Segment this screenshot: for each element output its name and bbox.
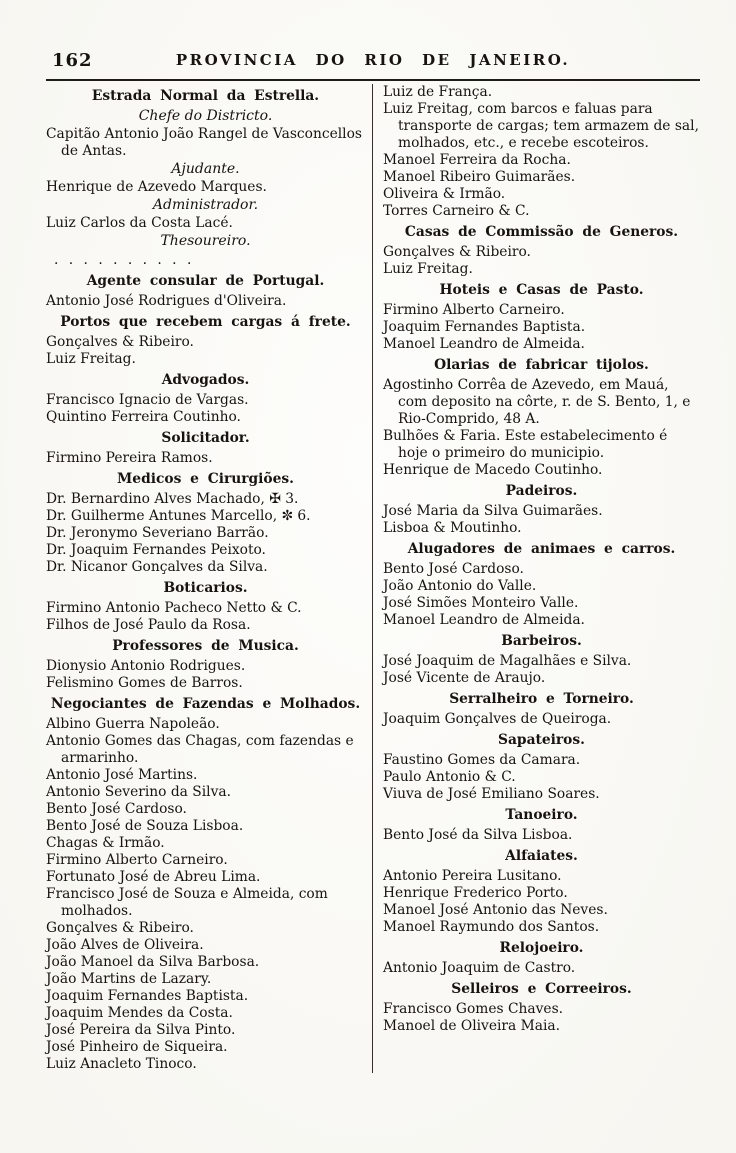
directory-entry: Dr. Jeronymo Severiano Barrão. bbox=[46, 525, 269, 541]
directory-entry: Albino Guerra Napoleão. bbox=[46, 716, 220, 732]
directory-entry: João Martins de Lazary. bbox=[46, 971, 212, 987]
directory-entry: Dr. Bernardino Alves Machado, ✠ 3. bbox=[46, 491, 299, 507]
directory-entry: Joaquim Mendes da Costa. bbox=[46, 1005, 233, 1021]
directory-entry: Agostinho Corrêa de Azevedo, em Mauá, com deposito na côrte, r. de S. Bento, 1, e Rio-Comprido, 48 A. bbox=[383, 377, 691, 427]
directory-entry: Dionysio Antonio Rodrigues. bbox=[46, 658, 246, 674]
directory-entry: Firmino Antonio Pacheco Netto & C. bbox=[46, 600, 302, 616]
directory-entry: Antonio Joaquim de Castro. bbox=[383, 960, 576, 976]
directory-entry: João Manoel da Silva Barbosa. bbox=[46, 954, 260, 970]
directory-entry: Manoel de Oliveira Maia. bbox=[383, 1018, 560, 1034]
directory-entry: Antonio Gomes das Chagas, com fazendas e armarinho. bbox=[46, 733, 354, 766]
dotted-separator: . . . . . . . . . . bbox=[54, 252, 195, 268]
directory-entry: Francisco Gomes Chaves. bbox=[383, 1001, 564, 1017]
directory-entry: Manoel Raymundo dos Santos. bbox=[383, 919, 600, 935]
directory-entry: Oliveira & Irmão. bbox=[383, 186, 506, 202]
directory-entry: José Vicente de Araujo. bbox=[383, 670, 546, 686]
section-heading: Medicos e Cirurgiões. bbox=[117, 471, 294, 487]
directory-entry: Manoel Leandro de Almeida. bbox=[383, 336, 585, 352]
directory-entry: José Maria da Silva Guimarães. bbox=[383, 503, 603, 519]
directory-entry: Gonçalves & Ribeiro. bbox=[46, 334, 194, 350]
directory-entry: José Pinheiro de Siqueira. bbox=[46, 1039, 228, 1055]
directory-entry: Bento José da Silva Lisboa. bbox=[383, 827, 573, 843]
directory-entry: Viuva de José Emiliano Soares. bbox=[383, 786, 600, 802]
directory-entry: José Joaquim de Magalhães e Silva. bbox=[383, 653, 632, 669]
section-heading: Solicitador. bbox=[161, 430, 250, 446]
directory-entry: Paulo Antonio & C. bbox=[383, 769, 516, 785]
directory-entry: Antonio Severino da Silva. bbox=[46, 784, 231, 800]
directory-entry: Francisco Ignacio de Vargas. bbox=[46, 392, 249, 408]
page-number: 162 bbox=[52, 50, 93, 71]
directory-entry: Bulhões & Faria. Este estabelecimento é hoje o primeiro do municipio. bbox=[383, 428, 668, 461]
directory-entry: Joaquim Fernandes Baptista. bbox=[46, 988, 249, 1004]
left-column bbox=[46, 84, 373, 1073]
directory-entry: Firmino Alberto Carneiro. bbox=[46, 852, 228, 868]
directory-entry: Dr. Guilherme Antunes Marcello, ✼ 6. bbox=[46, 508, 311, 524]
section-heading: Alfaiates. bbox=[505, 848, 578, 864]
directory-entry: Gonçalves & Ribeiro. bbox=[383, 244, 531, 260]
directory-entry: Felismino Gomes de Barros. bbox=[46, 675, 243, 691]
section-heading: Relojoeiro. bbox=[499, 940, 584, 956]
directory-entry: Luiz Freitag. bbox=[383, 261, 473, 277]
section-heading: Casas de Commissão de Generos. bbox=[404, 224, 679, 240]
directory-entry: João Antonio do Valle. bbox=[383, 578, 537, 594]
directory-entry: Torres Carneiro & C. bbox=[383, 203, 530, 219]
directory-entry: José Pereira da Silva Pinto. bbox=[46, 1022, 236, 1038]
directory-entry: Bento José Cardoso. bbox=[383, 561, 524, 577]
directory-columns bbox=[46, 84, 700, 1073]
directory-entry: Dr. Joaquim Fernandes Peixoto. bbox=[46, 542, 266, 558]
subsection-heading: Thesoureiro. bbox=[160, 233, 251, 249]
directory-entry: Luiz Freitag. bbox=[46, 351, 136, 367]
section-heading: Agente consular de Portugal. bbox=[86, 273, 325, 289]
directory-entry: Joaquim Fernandes Baptista. bbox=[383, 319, 586, 335]
section-heading: Advogados. bbox=[161, 372, 250, 388]
directory-entry: Capitão Antonio João Rangel de Vasconcellos de Antas. bbox=[46, 126, 362, 159]
directory-entry: João Alves de Oliveira. bbox=[46, 937, 204, 953]
section-heading: Negociantes de Fazendas e Molhados. bbox=[50, 696, 361, 712]
section-heading: Serralheiro e Torneiro. bbox=[449, 691, 634, 707]
directory-entry: Gonçalves & Ribeiro. bbox=[46, 920, 194, 936]
section-heading: Barbeiros. bbox=[501, 633, 582, 649]
subsection-heading: Chefe do Districto. bbox=[138, 108, 273, 124]
page-title: PROVINCIA DO RIO DE JANEIRO. bbox=[175, 51, 571, 69]
subsection-heading: Administrador. bbox=[152, 197, 259, 213]
section-heading: Portos que recebem cargas á frete. bbox=[60, 314, 351, 330]
section-heading: Selleiros e Correeiros. bbox=[451, 981, 632, 997]
directory-entry: Joaquim Gonçalves de Queiroga. bbox=[383, 711, 612, 727]
directory-entry: Luiz Anacleto Tinoco. bbox=[46, 1056, 197, 1072]
section-heading: Estrada Normal da Estrella. bbox=[91, 88, 320, 104]
right-column bbox=[373, 84, 700, 1073]
directory-entry: Luiz de França. bbox=[383, 84, 493, 100]
section-heading: Sapateiros. bbox=[498, 732, 585, 748]
directory-entry: Luiz Freitag, com barcos e faluas para transporte de cargas; tem armazem de sal, molhados, etc., e recebe escoteiros. bbox=[383, 101, 699, 151]
section-heading: Padeiros. bbox=[505, 483, 578, 499]
directory-entry: Henrique Frederico Porto. bbox=[383, 885, 568, 901]
directory-entry: Filhos de José Paulo da Rosa. bbox=[46, 617, 251, 633]
section-heading: Professores de Musica. bbox=[112, 638, 299, 654]
directory-entry: Chagas & Irmão. bbox=[46, 835, 165, 851]
directory-entry: Manoel Ribeiro Guimarães. bbox=[383, 169, 576, 185]
directory-entry: Henrique de Azevedo Marques. bbox=[46, 179, 267, 195]
directory-entry: Antonio José Martins. bbox=[46, 767, 198, 783]
section-heading: Boticarios. bbox=[163, 580, 248, 596]
section-heading: Olarias de fabricar tijolos. bbox=[434, 357, 649, 373]
page-header bbox=[46, 48, 700, 74]
section-heading: Tanoeiro. bbox=[505, 807, 578, 823]
subsection-heading: Ajudante. bbox=[171, 161, 240, 177]
directory-entry: Manoel Leandro de Almeida. bbox=[383, 612, 585, 628]
directory-entry: Dr. Nicanor Gonçalves da Silva. bbox=[46, 559, 268, 575]
directory-entry: Quintino Ferreira Coutinho. bbox=[46, 409, 241, 425]
directory-entry: Manoel José Antonio das Neves. bbox=[383, 902, 608, 918]
header-rule bbox=[46, 79, 700, 81]
directory-entry: Antonio Pereira Lusitano. bbox=[383, 868, 562, 884]
section-heading: Hoteis e Casas de Pasto. bbox=[439, 282, 644, 298]
directory-entry: Bento José Cardoso. bbox=[46, 801, 187, 817]
directory-entry: Faustino Gomes da Camara. bbox=[383, 752, 581, 768]
directory-entry: Francisco José de Souza e Almeida, com molhados. bbox=[46, 886, 328, 919]
directory-entry: Bento José de Souza Lisboa. bbox=[46, 818, 244, 834]
directory-entry: José Simões Monteiro Valle. bbox=[383, 595, 579, 611]
section-heading: Alugadores de animaes e carros. bbox=[407, 541, 676, 557]
directory-entry: Luiz Carlos da Costa Lacé. bbox=[46, 215, 233, 231]
directory-entry: Lisboa & Moutinho. bbox=[383, 520, 522, 536]
directory-entry: Firmino Alberto Carneiro. bbox=[383, 302, 565, 318]
directory-entry: Manoel Ferreira da Rocha. bbox=[383, 152, 571, 168]
directory-entry: Antonio José Rodrigues d'Oliveira. bbox=[46, 293, 287, 309]
directory-entry: Fortunato José de Abreu Lima. bbox=[46, 869, 261, 885]
directory-entry: Firmino Pereira Ramos. bbox=[46, 450, 213, 466]
directory-entry: Henrique de Macedo Coutinho. bbox=[383, 462, 603, 478]
